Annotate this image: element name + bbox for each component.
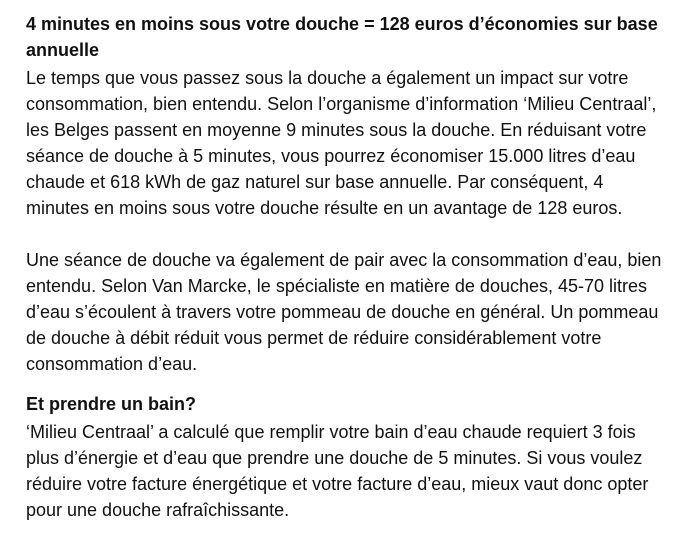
paragraph-bath: ‘Milieu Centraal’ a calculé que remplir votre bain d’eau chaude requiert 3 fois plus d’énergie et d’eau que prendre une douche de 5 minutes. Si vous voulez réduire votre facture énergétique et votre facture d’eau, mieux vaut donc opter pour une douche rafraîchissante. bbox=[26, 422, 649, 520]
paragraph-shower-time: Le temps que vous passez sous la douche a également un impact sur votre consommation, bien entendu. Selon l’organisme d’information ‘Milieu Centraal’, les Belges passent en moyenne 9 minutes sous la douche. En réduisant votre séance de douche à 5 minutes, vous pourrez économiser 15.000 litres d’eau chaude et 618 kWh de gaz naturel sur base annuelle. Par conséquent, 4 minutes en moins sous votre douche résulte en un avantage de 128 euros. bbox=[26, 68, 657, 218]
paragraph-water-consumption: Une séance de douche va également de pair avec la consommation d’eau, bien entendu. Selon Van Marcke, le spécialiste en matière de douches, 45-70 litres d’eau s’écoulent à travers votre pommeau de douche en général. Un pommeau de douche à débit réduit vous permet de réduire considérablement votre consommation d’eau. bbox=[26, 250, 662, 374]
section-heading-bath: Et prendre un bain? bbox=[26, 394, 197, 414]
section-heading-shower-savings: 4 minutes en moins sous votre douche = 128 euros d’économies sur base annuelle bbox=[26, 14, 658, 60]
